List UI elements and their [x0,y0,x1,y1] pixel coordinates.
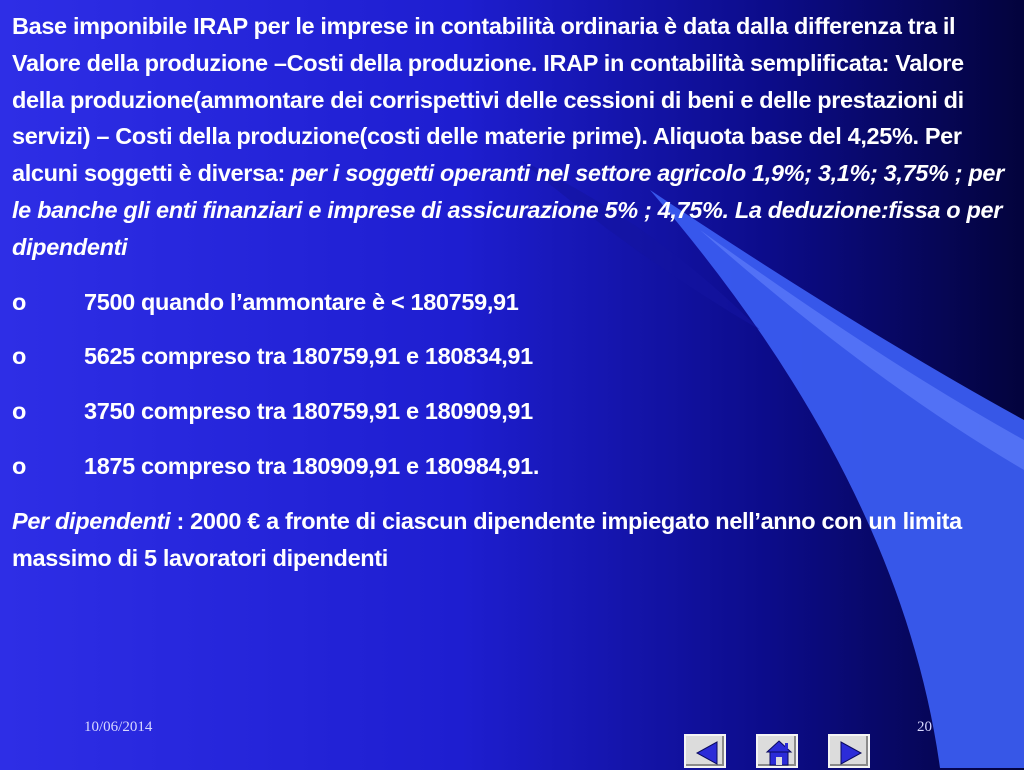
bullet-marker: o [12,398,27,425]
previous-slide-button[interactable] [684,734,726,768]
intro-italic-text: per i soggetti operanti nel settore agricolo 1,9%; 3,1%; 3,75% ; per le banche gli enti finanziari e imprese di assicurazione 5% ; 4,75%. La deduzione:fissa o per dipendenti [12,160,1004,260]
triangle-right-icon [830,736,872,770]
bullet-item [12,393,1012,430]
bullet-item [12,448,1012,485]
bullet-text: 5625 compreso tra 180759,91 e 180834,91 [84,343,533,370]
closing-paragraph [12,503,1012,577]
intro-text: Base imponibile IRAP per le imprese in contabilità ordinaria è data dalla differenza tra il Valore della produzione –Costi della produzione. IRAP in contabilità semplificata: Valore della produzione(ammontare dei corrispettivi delle cessioni di beni e delle prestazioni di servizi) – Costi della produzione(costi delle materie prime). Aliquota base del 4,25%. Per alcuni soggetti è diversa: [12,13,964,187]
bullet-marker: o [12,288,27,315]
bullet-item [12,338,1012,375]
home-button[interactable] [756,734,798,768]
intro-paragraph [12,8,1012,266]
bullet-item [12,284,1012,321]
closing-italic-text: Per dipendenti [12,507,171,534]
bullet-text: 3750 compreso tra 180759,91 e 180909,91 [84,398,533,425]
bullet-marker: o [12,452,27,479]
slide-number: 20 [917,719,932,735]
triangle-left-icon [686,736,728,770]
next-slide-button[interactable] [828,734,870,768]
footer-date: 10/06/2014 [84,719,153,735]
bullet-text: 1875 compreso tra 180909,91 e 180984,91. [84,452,540,479]
slide-body [12,8,1012,576]
bullet-marker: o [12,343,27,370]
bullet-text: 7500 quando l’ammontare è < 180759,91 [84,288,519,315]
closing-text: : 2000 € a fronte di ciascun dipendente impiegato nell’anno con un limita massimo di 5 lavoratori dipendenti [12,507,962,571]
home-icon [758,736,800,770]
